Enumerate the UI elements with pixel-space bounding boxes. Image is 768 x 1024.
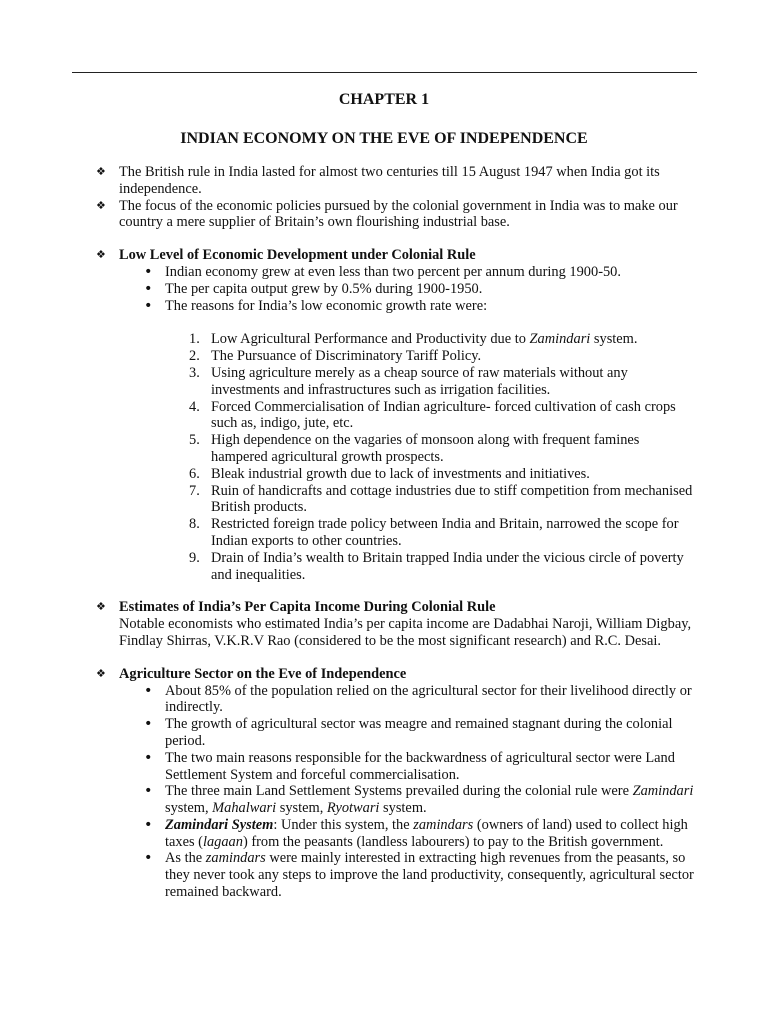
numbered-list [96,331,696,583]
list-item: • The two main reasons responsible for the backwardness of agricultural sector were Land Settlement System and forceful commercialisation. [144,749,675,783]
header-rule [72,72,697,73]
section-heading: Estimates of India’s Per Capita Income During Colonial Rule [119,599,496,616]
intro-text: The focus of the economic policies pursued by the colonial government in India was to make our country a mere supplier of Britain’s own flourishing industrial base. [119,197,678,231]
list-item: • The per capita output grew by 0.5% during 1900-1950. [144,280,483,297]
list-item: 4. Forced Commercialisation of Indian agriculture- forced cultivation of cash crops such as, indigo, jute, etc. [189,398,676,432]
list-item: • Zamindari System: Under this system, the zamindars (owners of land) used to collect high taxes (lagaan) from the peasants (landless labourers) to pay to the British government. [144,816,688,850]
list-item: • About 85% of the population relied on the agricultural sector for their livelihood directly or indirectly. [144,682,692,716]
section-heading: Low Level of Economic Development under Colonial Rule [119,247,476,264]
section-heading-item [96,666,696,683]
list-item: • Indian economy grew at even less than two percent per annum during 1900-50. [144,263,621,280]
bullet-list [96,264,696,314]
section-heading: Agriculture Sector on the Eve of Independence [119,665,407,682]
list-item: 2. The Pursuance of Discriminatory Tariff Policy. [189,348,482,365]
diamond-bullet-icon: ❖ [96,666,106,680]
list-item: • The growth of agricultural sector was meagre and remained stagnant during the colonial period. [144,716,673,749]
list-item: 8. Restricted foreign trade policy between India and Britain, narrowed the scope for Indian exports to other countries. [189,516,679,549]
diamond-bullet-icon: ❖ [96,165,106,178]
content [96,164,696,901]
list-item: • As the zamindars were mainly interested in extracting high revenues from the peasants, so they never took any steps to improve the land productivity, consequently, agricultural sector remained backward. [144,850,694,901]
list-item: • The reasons for India’s low economic growth rate were: [144,297,488,314]
bullet-dot-icon: • [144,297,153,314]
bullet-list [96,683,696,901]
chapter-label: CHAPTER 1 [338,91,430,108]
bullet-dot-icon: • [144,280,153,297]
list-item: 3. Using agriculture merely as a cheap source of raw materials without any investments and infrastructures such as irrigation facilities. [189,364,628,398]
section-heading-item [96,247,696,264]
diamond-bullet-icon: ❖ [96,600,106,614]
intro-item [96,198,696,232]
list-item: • The three main Land Settlement Systems prevailed during the colonial rule were Zamindari system, Mahalwari system, Ryotwari system. [144,783,694,817]
bullet-dot-icon: • [144,716,153,733]
intro-text: The British rule in India lasted for almost two centuries till 15 August 1947 when India got its independence. [119,164,660,197]
diamond-bullet-icon: ❖ [96,198,106,212]
list-item: 1. Low Agricultural Performance and Productivity due to Zamindari system. [189,331,638,348]
list-item: 9. Drain of India’s wealth to Britain trapped India under the vicious circle of poverty and inequalities. [189,549,684,583]
list-item: 7. Ruin of handicrafts and cottage industries due to stiff competition from mechanised British products. [189,482,693,516]
intro-item [96,164,696,198]
bullet-dot-icon: • [144,749,153,766]
bullet-dot-icon: • [144,783,153,800]
bullet-dot-icon: • [144,816,153,833]
section-heading-item [96,599,696,616]
bullet-dot-icon: • [144,263,153,280]
list-item: 6. Bleak industrial growth due to lack of investments and initiatives. [189,465,590,482]
bullet-dot-icon: • [144,850,153,867]
chapter-title: INDIAN ECONOMY ON THE EVE OF INDEPENDENCE [180,130,588,147]
list-item: 5. High dependence on the vagaries of monsoon along with frequent famines hampered agricultural growth prospects. [189,432,640,465]
diamond-bullet-icon: ❖ [96,248,106,262]
bullet-dot-icon: • [144,682,153,699]
paragraph: Notable economists who estimated India’s per capita income are Dadabhai Naroji, William Digbay, Findlay Shirras, V.K.R.V Rao (considered to be the most significant research) and R.C. Desai. [119,616,692,649]
